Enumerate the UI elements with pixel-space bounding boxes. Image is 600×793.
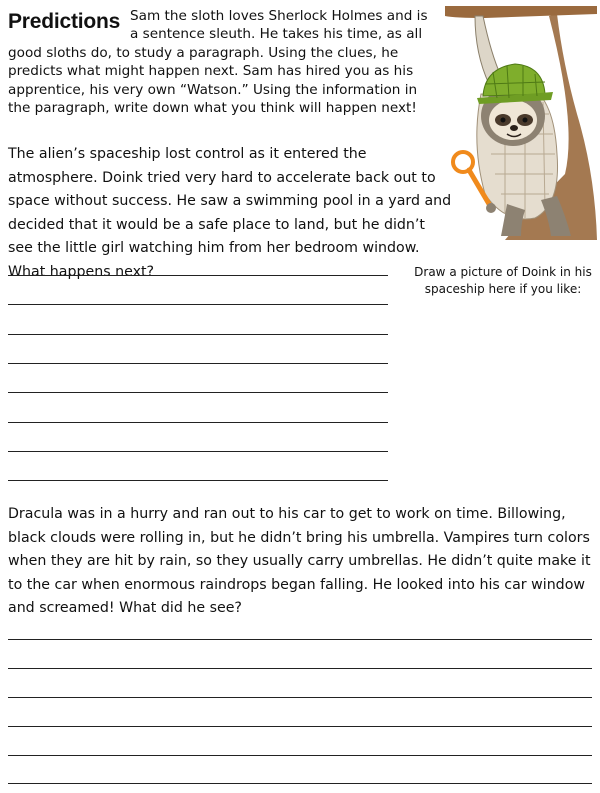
intro-text bbox=[8, 7, 438, 117]
answer-line-2-2[interactable] bbox=[8, 668, 592, 669]
passage-dracula: Dracula was in a hurry and ran out to his car to get to work on time. Billowing, black clouds were rolling in, but he didn’t bring his umbrella. Vampires turn colors when they are hit by rain, so they usually carry umbrellas. He didn’t quite make it to the car when enormous raindrops began falling. He looked into his car window and screamed! What did he see? bbox=[8, 506, 591, 616]
answer-line-2-5[interactable] bbox=[8, 755, 592, 756]
drawing-instruction: Draw a picture of Doink in his spaceship here if you like: bbox=[414, 265, 592, 296]
answer-line-1-6[interactable] bbox=[8, 422, 388, 423]
answer-line-2-6[interactable] bbox=[8, 783, 592, 784]
answer-line-2-4[interactable] bbox=[8, 726, 592, 727]
answer-line-1-3[interactable] bbox=[8, 334, 388, 335]
answer-line-1-2[interactable] bbox=[8, 304, 388, 305]
passage-alien: The alien’s spaceship lost control as it entered the atmosphere. Doink tried very hard to accelerate back out to space without success. He saw a swimming pool in a yard and decided that it would be a safe place to land, but he didn’t see the little girl watching him from her bedroom window. What happens next? bbox=[8, 146, 452, 280]
sloth-detective-illustration bbox=[445, 4, 597, 240]
page-title: Predictions bbox=[8, 10, 121, 33]
answer-line-1-8[interactable] bbox=[8, 480, 388, 481]
answer-line-1-1[interactable] bbox=[8, 275, 388, 276]
answer-line-1-7[interactable] bbox=[8, 451, 388, 452]
answer-line-1-4[interactable] bbox=[8, 363, 388, 364]
answer-line-1-5[interactable] bbox=[8, 392, 388, 393]
answer-line-2-1[interactable] bbox=[8, 639, 592, 640]
intro-text-content: Sam the sloth loves Sherlock Holmes and is a sentence sleuth. He takes his time, as all good sloths do, to study a paragraph. Using the clues, he predicts what might happen next. Sam has hired you as his apprentice, his very own “Watson.” Using the information in the paragraph, write down what you think will happen next! bbox=[8, 8, 428, 117]
answer-line-2-3[interactable] bbox=[8, 697, 592, 698]
